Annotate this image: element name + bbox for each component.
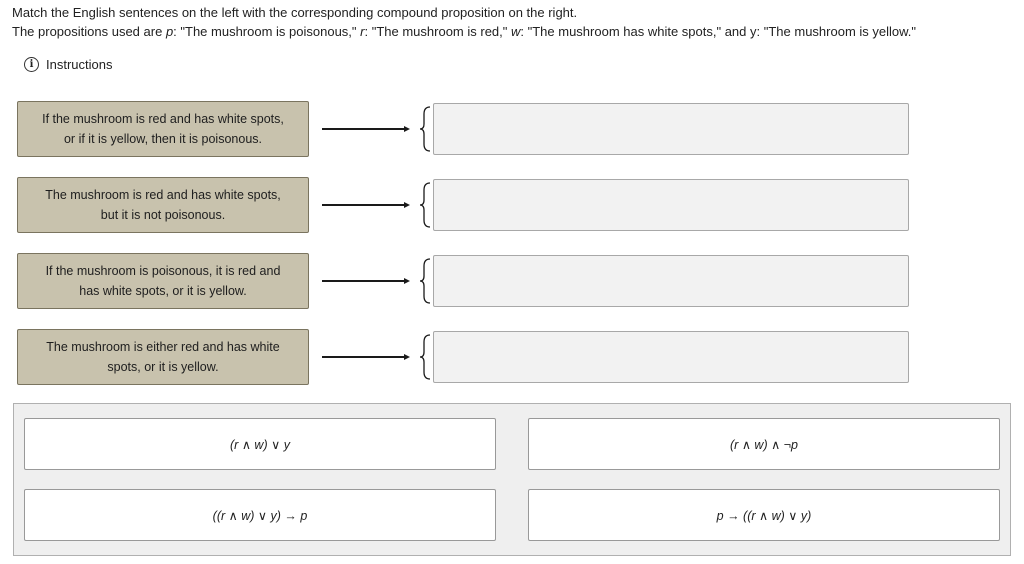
prompt-line-2	[12, 24, 916, 40]
choice-card-2[interactable]	[528, 418, 1000, 470]
brace-icon	[418, 106, 432, 152]
choice-card-4[interactable]	[528, 489, 1000, 541]
desc-w: : "The mushroom has white spots," and	[520, 24, 751, 39]
arrow-right-icon	[322, 124, 410, 134]
arrow-right-icon	[322, 276, 410, 286]
drop-target-4[interactable]	[433, 331, 909, 383]
brace-icon	[418, 258, 432, 304]
desc-y: : "The mushroom is yellow."	[756, 24, 917, 39]
choice-3-label: ((r ∧ w) ∨ y) → p	[212, 508, 308, 523]
sentence-1-line-1: If the mushroom is red and has white spots,	[42, 112, 284, 126]
drop-target-1[interactable]	[433, 103, 909, 155]
sentence-card-1[interactable]	[17, 101, 309, 157]
sentence-2-line-2: but it is not poisonous.	[100, 208, 226, 222]
sentence-4-line-2: spots, or it is yellow.	[107, 360, 219, 374]
choice-1-label: (r ∧ w) ∨ y	[230, 437, 290, 452]
info-icon: i	[24, 57, 39, 72]
sentence-4-line-1: The mushroom is either red and has white	[46, 340, 280, 354]
answer-bank	[13, 403, 1011, 556]
prompt-line-1: Match the English sentences on the left with the corresponding compound proposition on the right.	[12, 5, 578, 20]
var-y: y	[750, 24, 757, 39]
sentence-card-2[interactable]	[17, 177, 309, 233]
choice-card-1[interactable]	[24, 418, 496, 470]
var-w: w	[511, 24, 521, 39]
prompt-prefix: The propositions used are	[12, 24, 166, 39]
instructions-link[interactable]	[24, 57, 112, 72]
arrow-right-icon	[322, 352, 410, 362]
sentence-3-line-2: has white spots, or it is yellow.	[79, 284, 247, 298]
sentence-3-line-1: If the mushroom is poisonous, it is red and	[45, 264, 281, 278]
sentence-card-4[interactable]	[17, 329, 309, 385]
instructions-label: Instructions	[46, 57, 113, 72]
drop-target-3[interactable]	[433, 255, 909, 307]
sentence-card-3[interactable]	[17, 253, 309, 309]
var-r: r	[360, 24, 365, 39]
brace-icon	[418, 182, 432, 228]
desc-r: : "The mushroom is red,"	[364, 24, 511, 39]
var-p: p	[165, 24, 174, 39]
choice-2-label: (r ∧ w) ∧ ¬p	[730, 437, 798, 452]
sentence-2-line-1: The mushroom is red and has white spots,	[45, 188, 281, 202]
desc-p: : "The mushroom is poisonous,"	[173, 24, 361, 39]
drop-target-2[interactable]	[433, 179, 909, 231]
choice-card-3[interactable]	[24, 489, 496, 541]
arrow-right-icon	[322, 200, 410, 210]
brace-icon	[418, 334, 432, 380]
choice-4-label: p → ((r ∧ w) ∨ y)	[716, 508, 812, 523]
sentence-1-line-2: or if it is yellow, then it is poisonous.	[63, 132, 262, 146]
